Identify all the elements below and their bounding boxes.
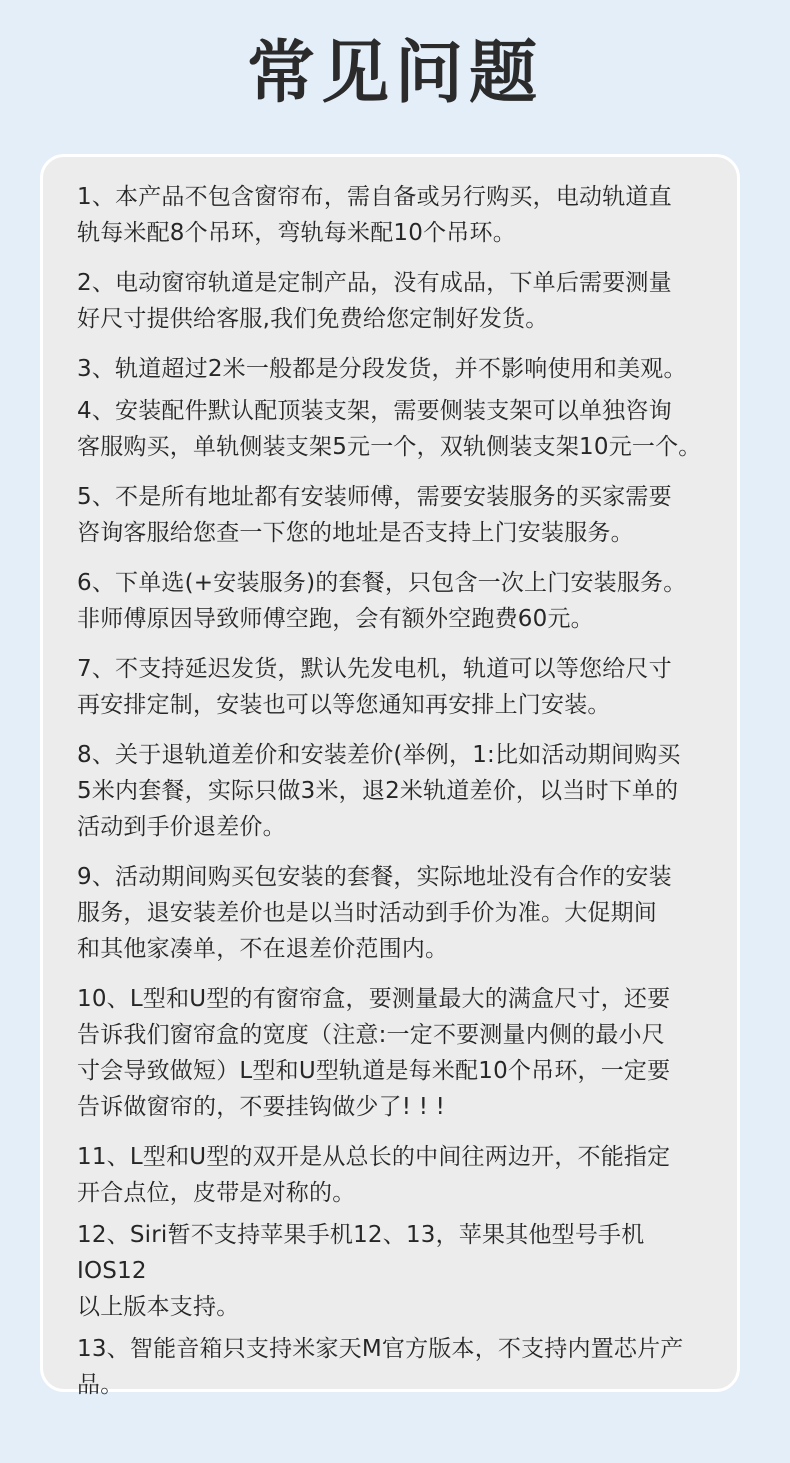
- faq-card: [40, 154, 740, 1398]
- faq-item-3: 3、轨道超过2米一般都是分段发货，并不影响使用和美观。: [77, 356, 687, 382]
- faq-item-6: 6、下单选(+安装服务)的套餐，只包含一次上门安装服务。 非师傅原因导致师傅空跑，会有额外空跑费60元。: [77, 570, 687, 632]
- faq-item-7: 7、不支持延迟发货，默认先发电机，轨道可以等您给尺寸 再安排定制，安装也可以等您通知再安排上门安装。: [77, 656, 672, 718]
- faq-item-5: 5、不是所有地址都有安装师傅，需要安装服务的买家需要 咨询客服给您查一下您的地址是否支持上门安装服务。: [77, 484, 672, 546]
- faq-item-9: 9、活动期间购买包安装的套餐，实际地址没有合作的安装 服务，退安装差价也是以当时活动到手价为准。大促期间 和其他家凑单，不在退差价范围内。: [77, 864, 672, 962]
- faq-item-11: 11、L型和U型的双开是从总长的中间往两边开，不能指定 开合点位，皮带是对称的。: [77, 1144, 671, 1206]
- faq-item-2: 2、电动窗帘轨道是定制产品，没有成品，下单后需要测量 好尺寸提供给客服,我们免费给您定制好发货。: [77, 270, 672, 332]
- faq-item-12: 12、Siri暂不支持苹果手机12、13，苹果其他型号手机IOS12 以上版本支持。: [77, 1222, 645, 1320]
- faq-item-4: 4、安装配件默认配顶装支架，需要侧装支架可以单独咨询 客服购买，单轨侧装支架5元一个，双轨侧装支架10元一个。: [77, 398, 702, 460]
- faq-item-1: 1、本产品不包含窗帘布，需自备或另行购买，电动轨道直 轨每米配8个吊环，弯轨每米配10个吊环。: [77, 184, 672, 246]
- page-title: 常见问题: [246, 34, 543, 113]
- faq-item-13: 13、智能音箱只支持米家天M官方版本，不支持内置芯片产品。: [77, 1336, 684, 1398]
- faq-item-10: 10、L型和U型的有窗帘盒，要测量最大的满盒尺寸，还要 告诉我们窗帘盒的宽度（注意:一定不要测量内侧的最小尺 寸会导致做短）L型和U型轨道是每米配10个吊环，一定要 告诉做窗帘的，不要挂钩做少了! ! !: [77, 986, 671, 1120]
- faq-item-8: 8、关于退轨道差价和安装差价(举例，1:比如活动期间购买 5米内套餐，实际只做3米，退2米轨道差价，以当时下单的 活动到手价退差价。: [77, 742, 681, 840]
